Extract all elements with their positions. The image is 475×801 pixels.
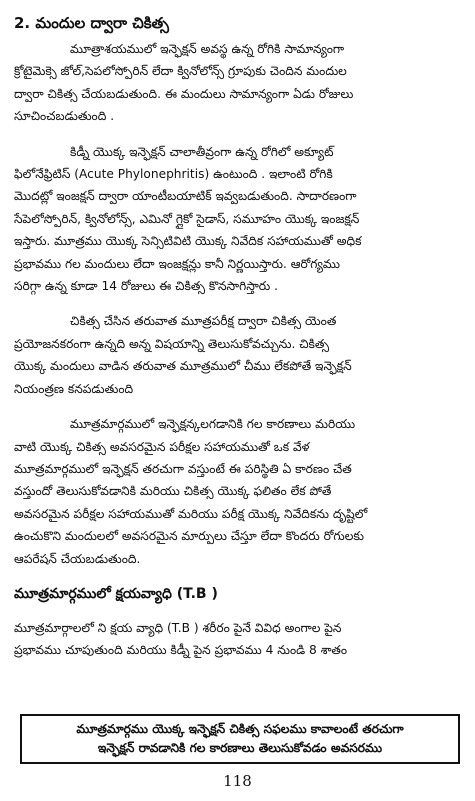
paragraph-3 [14, 310, 465, 400]
text-line: ఫిలోనేఫ్రిటిస్ (Acute Phylonephritis) ఉంటుంది . ఇలాంటి రోగికి [14, 167, 333, 182]
text-line: మూత్రమార్గములో ఇన్ఫెక్షన్ తరచుగా వస్తుంటే ఈ పరిస్థితి ఏ కారణం చేత [14, 461, 352, 476]
paragraph-2 [14, 141, 465, 298]
subheading-tb: మూత్రమార్గములో క్షయవ్యాధి (T.B ) [14, 585, 218, 602]
text-line: యొక్క మందులు వాడిన తరువాత మూత్రములో చీము లేకపోతే ఇన్ఫెక్షన్ [14, 359, 352, 374]
text-line: ఉంచుకొని మందులలో అవసరమైన మార్పులు చేస్తూ లేదా కొందరు రోగులకు [14, 529, 364, 544]
text-line: ప్రయోజనకరంగా ఉన్నది అన్న విషయాన్ని తెలుసుకోవచ్చును. చికిత్స [14, 336, 330, 351]
text-line: ప్రభావము గల మందులు లేదా ఇంజక్షన్లు కానీ నిర్ణయిస్తారు. ఆరోగ్యము [14, 256, 341, 271]
text-line: క్రోటైమెక్సె జోల్,సెపలోస్పోరిన్ లేదా క్వినోలోన్స్ గ్రూపుకు చెందిన మందుల [14, 64, 347, 79]
text-line: మూత్రాశయములో ఇన్ఫెక్షన్ అవస్థ ఉన్న రోగికి సామాన్యంగా [70, 42, 345, 56]
text-line: చికిత్స చేసిన తరువాత మూత్రపరీక్ష ద్వారా చికిత్స యెంత [70, 314, 337, 329]
text-line: అవసరమైన పరీక్షల సహాయముతో మరియు పరీక్ష యొక్క నివేదికను దృష్టిలో [14, 506, 368, 521]
document-page [14, 6, 465, 675]
page-number: 118 [223, 772, 252, 790]
text-line: ప్రభావము చూపుతుంది మరియు కిడ్నీ పైన ప్రభావము 4 నుండి 8 శాతం [14, 643, 348, 658]
text-line: మొదట్లో ఇంజక్షన్ ద్వారా యాంటీబయాటిక్ ఇవ్వబడుతుంది. సాదారణంగా [14, 189, 357, 204]
text-line: ద్వారా చికిత్స చేయబడుతుంది. ఈ మందులు సామాన్యంగా ఏడు రోజులు [14, 86, 354, 101]
paragraph-1 [14, 38, 465, 128]
text-line: సేపెలోస్పోరిన్, క్వినోలోన్స్, ఎమినో గ్లైకో సైడాస్, సమూహం యొక్క ఇంజక్షన్ [14, 211, 360, 226]
text-line: నియంత్రణ కనపడుతుంది [14, 381, 134, 396]
section-heading: 2. మందుల ద్వారా చికిత్స [14, 14, 169, 32]
text-line: వాటి యొక్క చికిత్స అవసరమైన పరీక్షల సహాయముతో ఒక వేళ [14, 439, 310, 454]
text-line: సూచించబడుతుంది . [14, 109, 115, 124]
boxed-note [20, 714, 460, 764]
text-line: వస్తుందో తెలుసుకోవడానికి మరియు చికిత్స యొక్క ఫలితం లేక పోతే [14, 484, 332, 499]
boxed-note-line: ఇన్ఫెక్షన్ రావడానికి గల కారణాలు తెలుసుకోవడం అవసరము [97, 741, 383, 755]
paragraph-tb [14, 617, 465, 662]
text-line: మూత్రమార్గాలలో ని క్షయ వ్యాధి (T.B ) శరీరం పైనే వివిధ అంగాల పైన [14, 620, 342, 635]
text-line: ఇస్తారు. మూత్రము యొక్క సెన్సిటివిటి యొక్క నివేదిక సహాయముతో అధిక [14, 234, 362, 249]
text-line: సరిగ్గా ఉన్న కూడా 14 రోజులు ఈ చికిత్స కొనసాగిస్తారు . [14, 279, 278, 294]
paragraph-4 [14, 413, 465, 570]
text-line: ఆపరేషన్ చేయబడుతుంది. [14, 551, 141, 566]
boxed-note-line: మూత్రమార్గము యొక్క ఇన్ఫెక్షన్ చికిత్స సఫలము కావాలంటే తరచుగా [76, 722, 404, 736]
text-line: కిడ్నీ యొక్క ఇన్ఫెక్షన్ చాలాతీవ్రంగా ఉన్న రోగిలో అక్యూట్ [70, 144, 334, 159]
text-line: మూత్రమార్గములో ఇన్ఫెక్షన్కలగడానికి గల కారణాలు మరియు [70, 417, 356, 432]
